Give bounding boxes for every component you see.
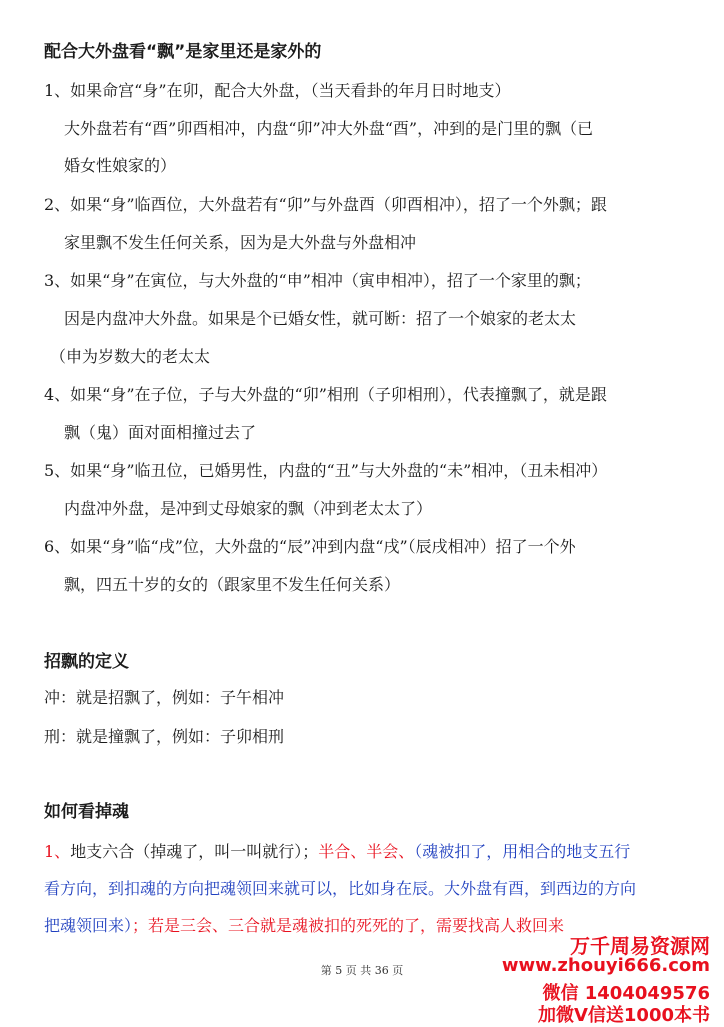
paragraph-line: 1、如果命宫“身”在卯，配合大外盘，（当天看卦的年月日时地支） xyxy=(44,81,511,100)
watermark-line: www.zhouyi666.com xyxy=(501,955,710,976)
paragraph-line: 大外盘若有“酉”卯酉相冲，内盘“卯”冲大外盘“酉”，冲到的是门里的飘（已 xyxy=(64,119,594,138)
section-heading-2: 招飘的定义 xyxy=(44,652,129,672)
paragraph-line: 2、如果“身”临酉位，大外盘若有“卯”与外盘酉（卯酉相冲），招了一个外飘；跟 xyxy=(44,195,607,214)
text-span-blue: 把魂领回来） xyxy=(44,916,133,935)
paragraph-line xyxy=(44,916,564,936)
paragraph-line: 6、如果“身”临“戌”位，大外盘的“辰”冲到内盘“戌”（辰戌相冲）招了一个外 xyxy=(44,537,576,556)
paragraph-line: （申为岁数大的老太太 xyxy=(50,347,211,366)
paragraph-line: 看方向，到扣魂的方向把魂领回来就可以，比如身在辰。大外盘有酉，到西边的方向 xyxy=(44,879,637,898)
paragraph-line: 飘（鬼）面对面相撞过去了 xyxy=(64,423,257,442)
text-span-red: ；若是三会、三合就是魂被扣的死死的了，需要找高人救回来 xyxy=(132,916,565,935)
section-heading-3: 如何看掉魂 xyxy=(44,802,129,822)
list-number: 1、 xyxy=(44,842,71,861)
paragraph-line: 4、如果“身”在子位，子与大外盘的“卯”相刑（子卯相刑），代表撞飘了，就是跟 xyxy=(44,385,607,404)
text-span: 地支六合（掉魂了，叫一叫就行）； xyxy=(70,842,319,861)
definition-line: 冲：就是招飘了，例如：子午相冲 xyxy=(44,688,285,707)
watermark-line: 加微V信送1000本书 xyxy=(537,1005,710,1026)
paragraph-line: 飘，四五十岁的女的（跟家里不发生任何关系） xyxy=(64,575,401,594)
text-span-red: 半合、半会、 xyxy=(318,842,415,861)
section-heading-1: 配合大外盘看“飘”是家里还是家外的 xyxy=(44,42,322,62)
watermark-line: 万千周易资源网 xyxy=(570,934,710,958)
paragraph-line: 内盘冲外盘，是冲到丈母娘家的飘（冲到老太太了） xyxy=(64,499,433,518)
paragraph-line: 家里飘不发生任何关系，因为是大外盘与外盘相冲 xyxy=(64,233,417,252)
watermark-line: 微信 1404049576 xyxy=(542,983,710,1004)
definition-line: 刑：就是撞飘了，例如：子卯相刑 xyxy=(44,727,285,746)
paragraph-line xyxy=(44,842,630,862)
page-footer: 第 5 页 共 36 页 xyxy=(320,964,404,977)
paragraph-line: 婚女性娘家的） xyxy=(64,156,177,175)
text-span-blue: （魂被扣了，用相合的地支五行 xyxy=(414,842,631,861)
paragraph-line: 因是内盘冲大外盘。如果是个已婚女性，就可断：招了一个娘家的老太太 xyxy=(64,309,577,328)
paragraph-line: 3、如果“身”在寅位，与大外盘的“申”相冲（寅申相冲），招了一个家里的飘； xyxy=(44,271,591,290)
paragraph-line: 5、如果“身”临丑位，已婚男性，内盘的“丑”与大外盘的“未”相冲，（丑未相冲） xyxy=(44,461,608,480)
